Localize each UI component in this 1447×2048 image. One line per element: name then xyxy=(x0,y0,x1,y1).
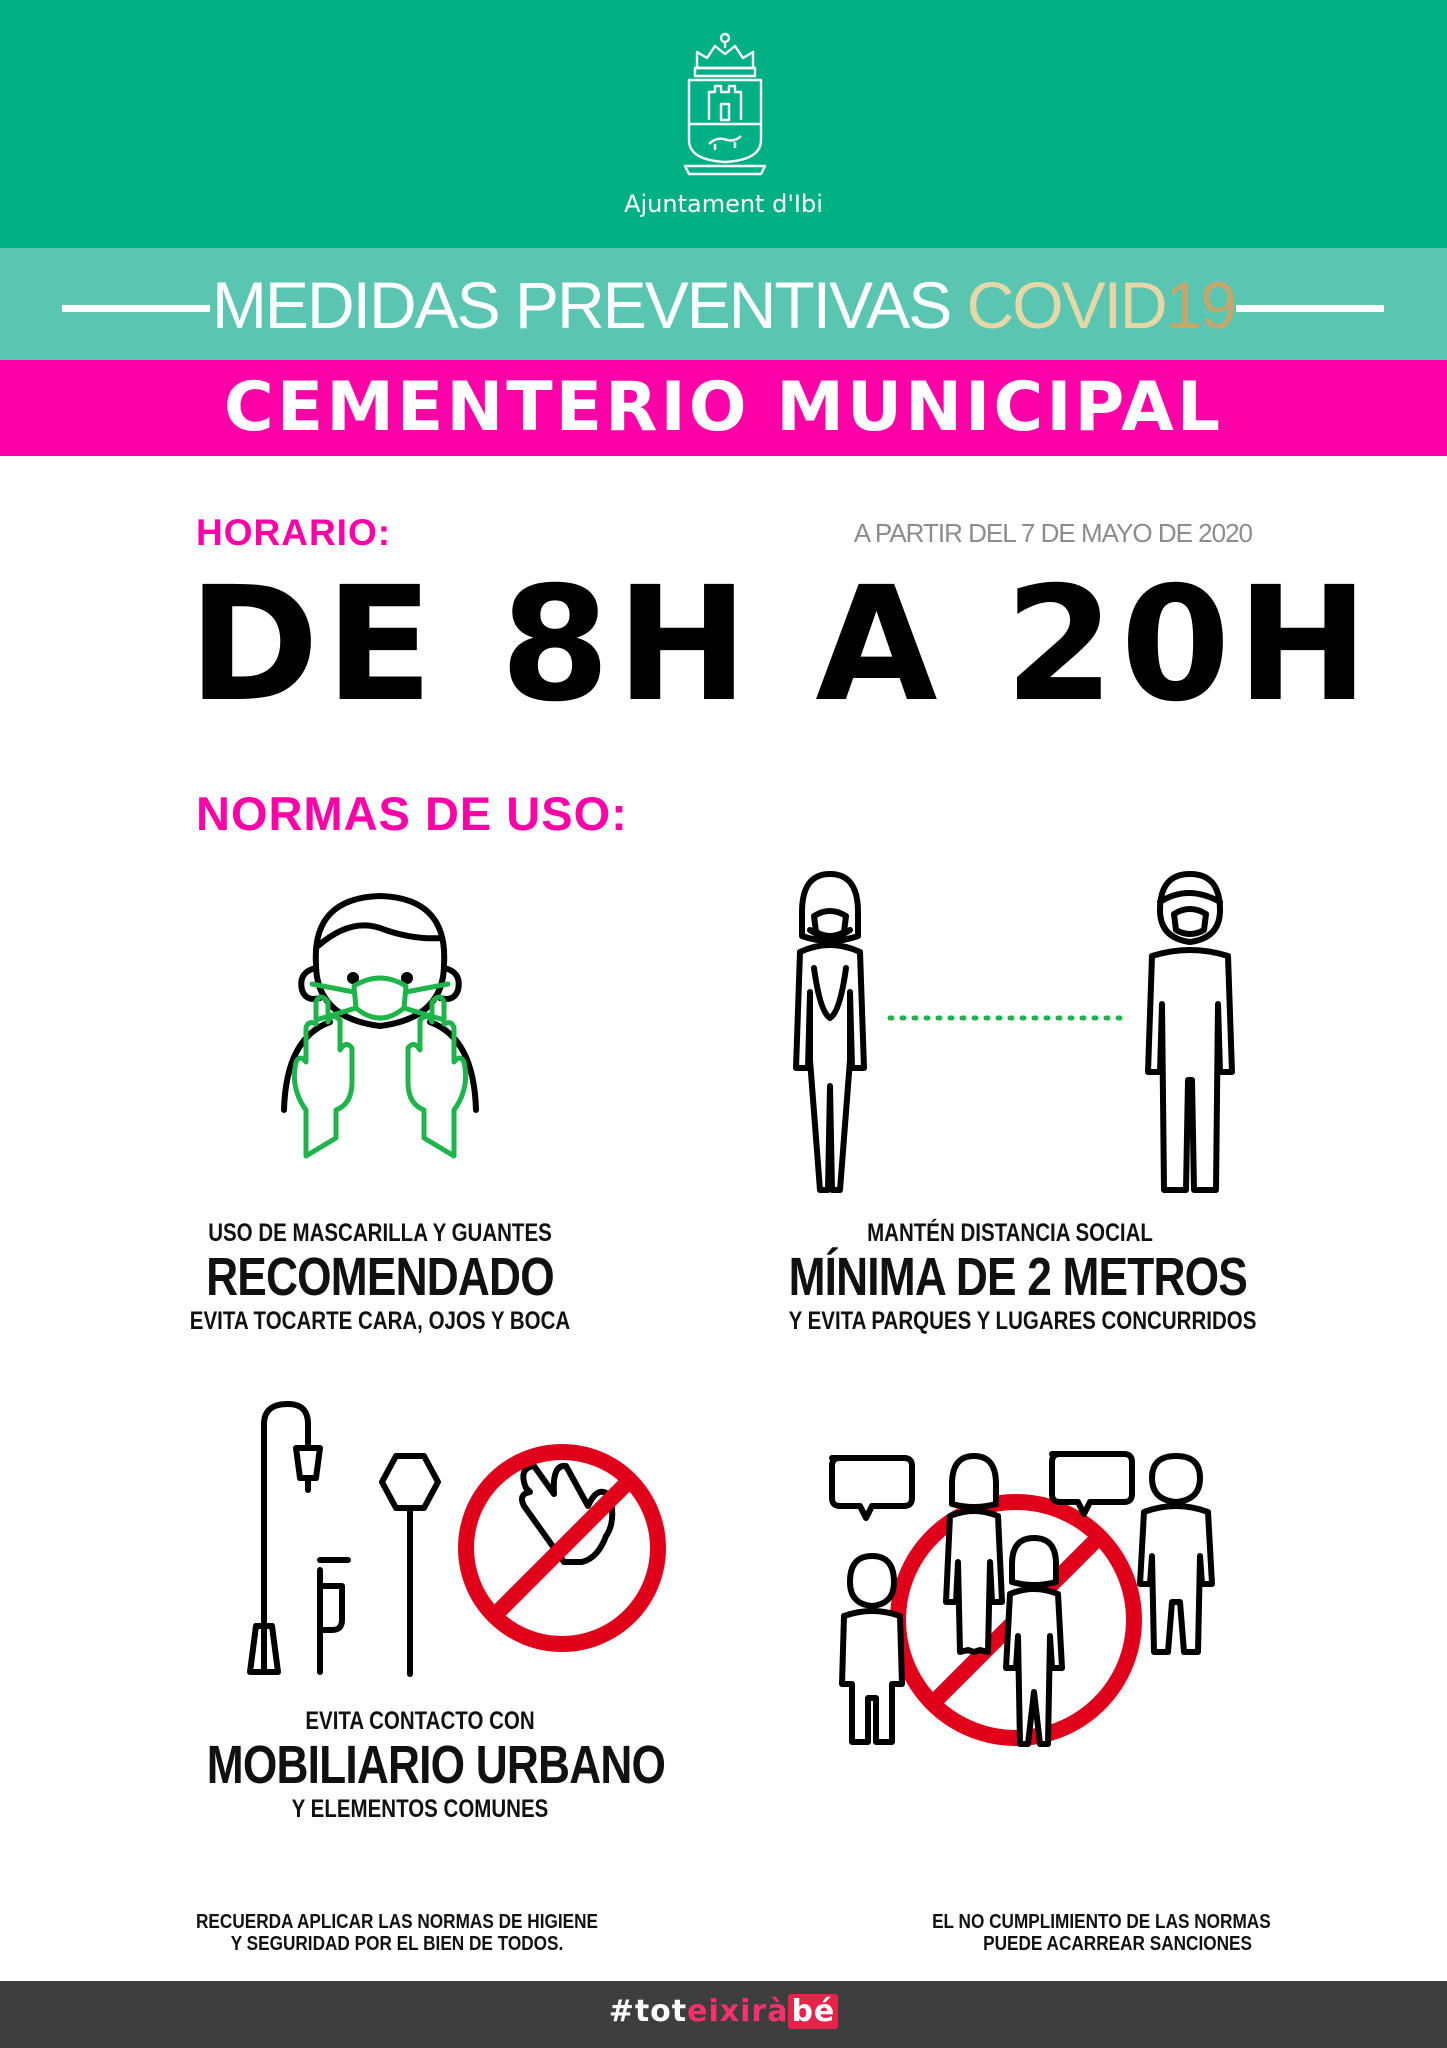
town-crest-icon xyxy=(675,28,775,186)
campaign-hashtag xyxy=(0,1994,1447,2029)
mask-and-gloves-icon xyxy=(270,888,490,1168)
rule-furniture-line3: Y ELEMENTOS COMUNES xyxy=(291,1795,549,1823)
rules-label: NORMAS DE USO: xyxy=(196,787,628,840)
footer-sanctions-line1: EL NO CUMPLIMIENTO DE LAS NORMAS xyxy=(932,1911,1271,1933)
schedule-hours: DE 8H A 20H xyxy=(188,553,1375,737)
rule-distance-line1: MANTÉN DISTANCIA SOCIAL xyxy=(867,1219,1153,1247)
rule-mask-line1: USO DE MASCARILLA Y GUANTES xyxy=(208,1219,552,1247)
footer-hygiene-line1: RECUERDA APLICAR LAS NORMAS DE HIGIENE xyxy=(196,1911,598,1933)
footer-sanctions-line2: PUEDE ACARREAR SANCIONES xyxy=(983,1933,1252,1955)
rule-distance-caption xyxy=(740,1218,1280,1336)
rule-furniture-caption xyxy=(160,1706,680,1824)
rule-mask-line2: RECOMENDADO xyxy=(206,1247,554,1307)
poster-title xyxy=(0,262,1447,348)
footer-hygiene-note xyxy=(196,1911,598,1955)
social-distance-icon xyxy=(780,872,1250,1194)
rule-furniture-line1: EVITA CONTACTO CON xyxy=(305,1707,535,1735)
hashtag-part-1: #tot xyxy=(608,1994,688,2029)
footer-hygiene-line2: Y SEGURIDAD POR EL BIEN DE TODOS. xyxy=(230,1933,564,1955)
hashtag-part-3: bé xyxy=(788,1994,838,2029)
poster-title-accent: COVID xyxy=(966,268,1166,342)
rule-distance-line3: Y EVITA PARQUES Y LUGARES CONCURRIDOS xyxy=(788,1307,1257,1335)
rule-mask-line3: EVITA TOCARTE CARA, OJOS Y BOCA xyxy=(189,1307,571,1335)
rule-furniture-line2: MOBILIARIO URBANO xyxy=(206,1735,666,1795)
poster-title-main: MEDIDAS PREVENTIVAS xyxy=(211,268,967,342)
poster-title-number: 19 xyxy=(1165,268,1236,342)
no-touch-street-furniture-icon xyxy=(236,1400,666,1682)
no-gatherings-icon xyxy=(826,1452,1220,1752)
rule-mask-caption xyxy=(140,1218,620,1336)
rule-distance-line2: MÍNIMA DE 2 METROS xyxy=(788,1247,1248,1307)
venue-title: CEMENTERIO MUNICIPAL xyxy=(223,368,1224,447)
schedule-label: HORARIO: xyxy=(196,512,392,553)
schedule-start-date: A PARTIR DEL 7 DE MAYO DE 2020 xyxy=(853,518,1252,548)
town-name: Ajuntament d'Ibi xyxy=(624,190,823,218)
footer-sanctions-note xyxy=(932,1911,1271,1955)
hashtag-part-2: eixirà xyxy=(687,1994,789,2029)
